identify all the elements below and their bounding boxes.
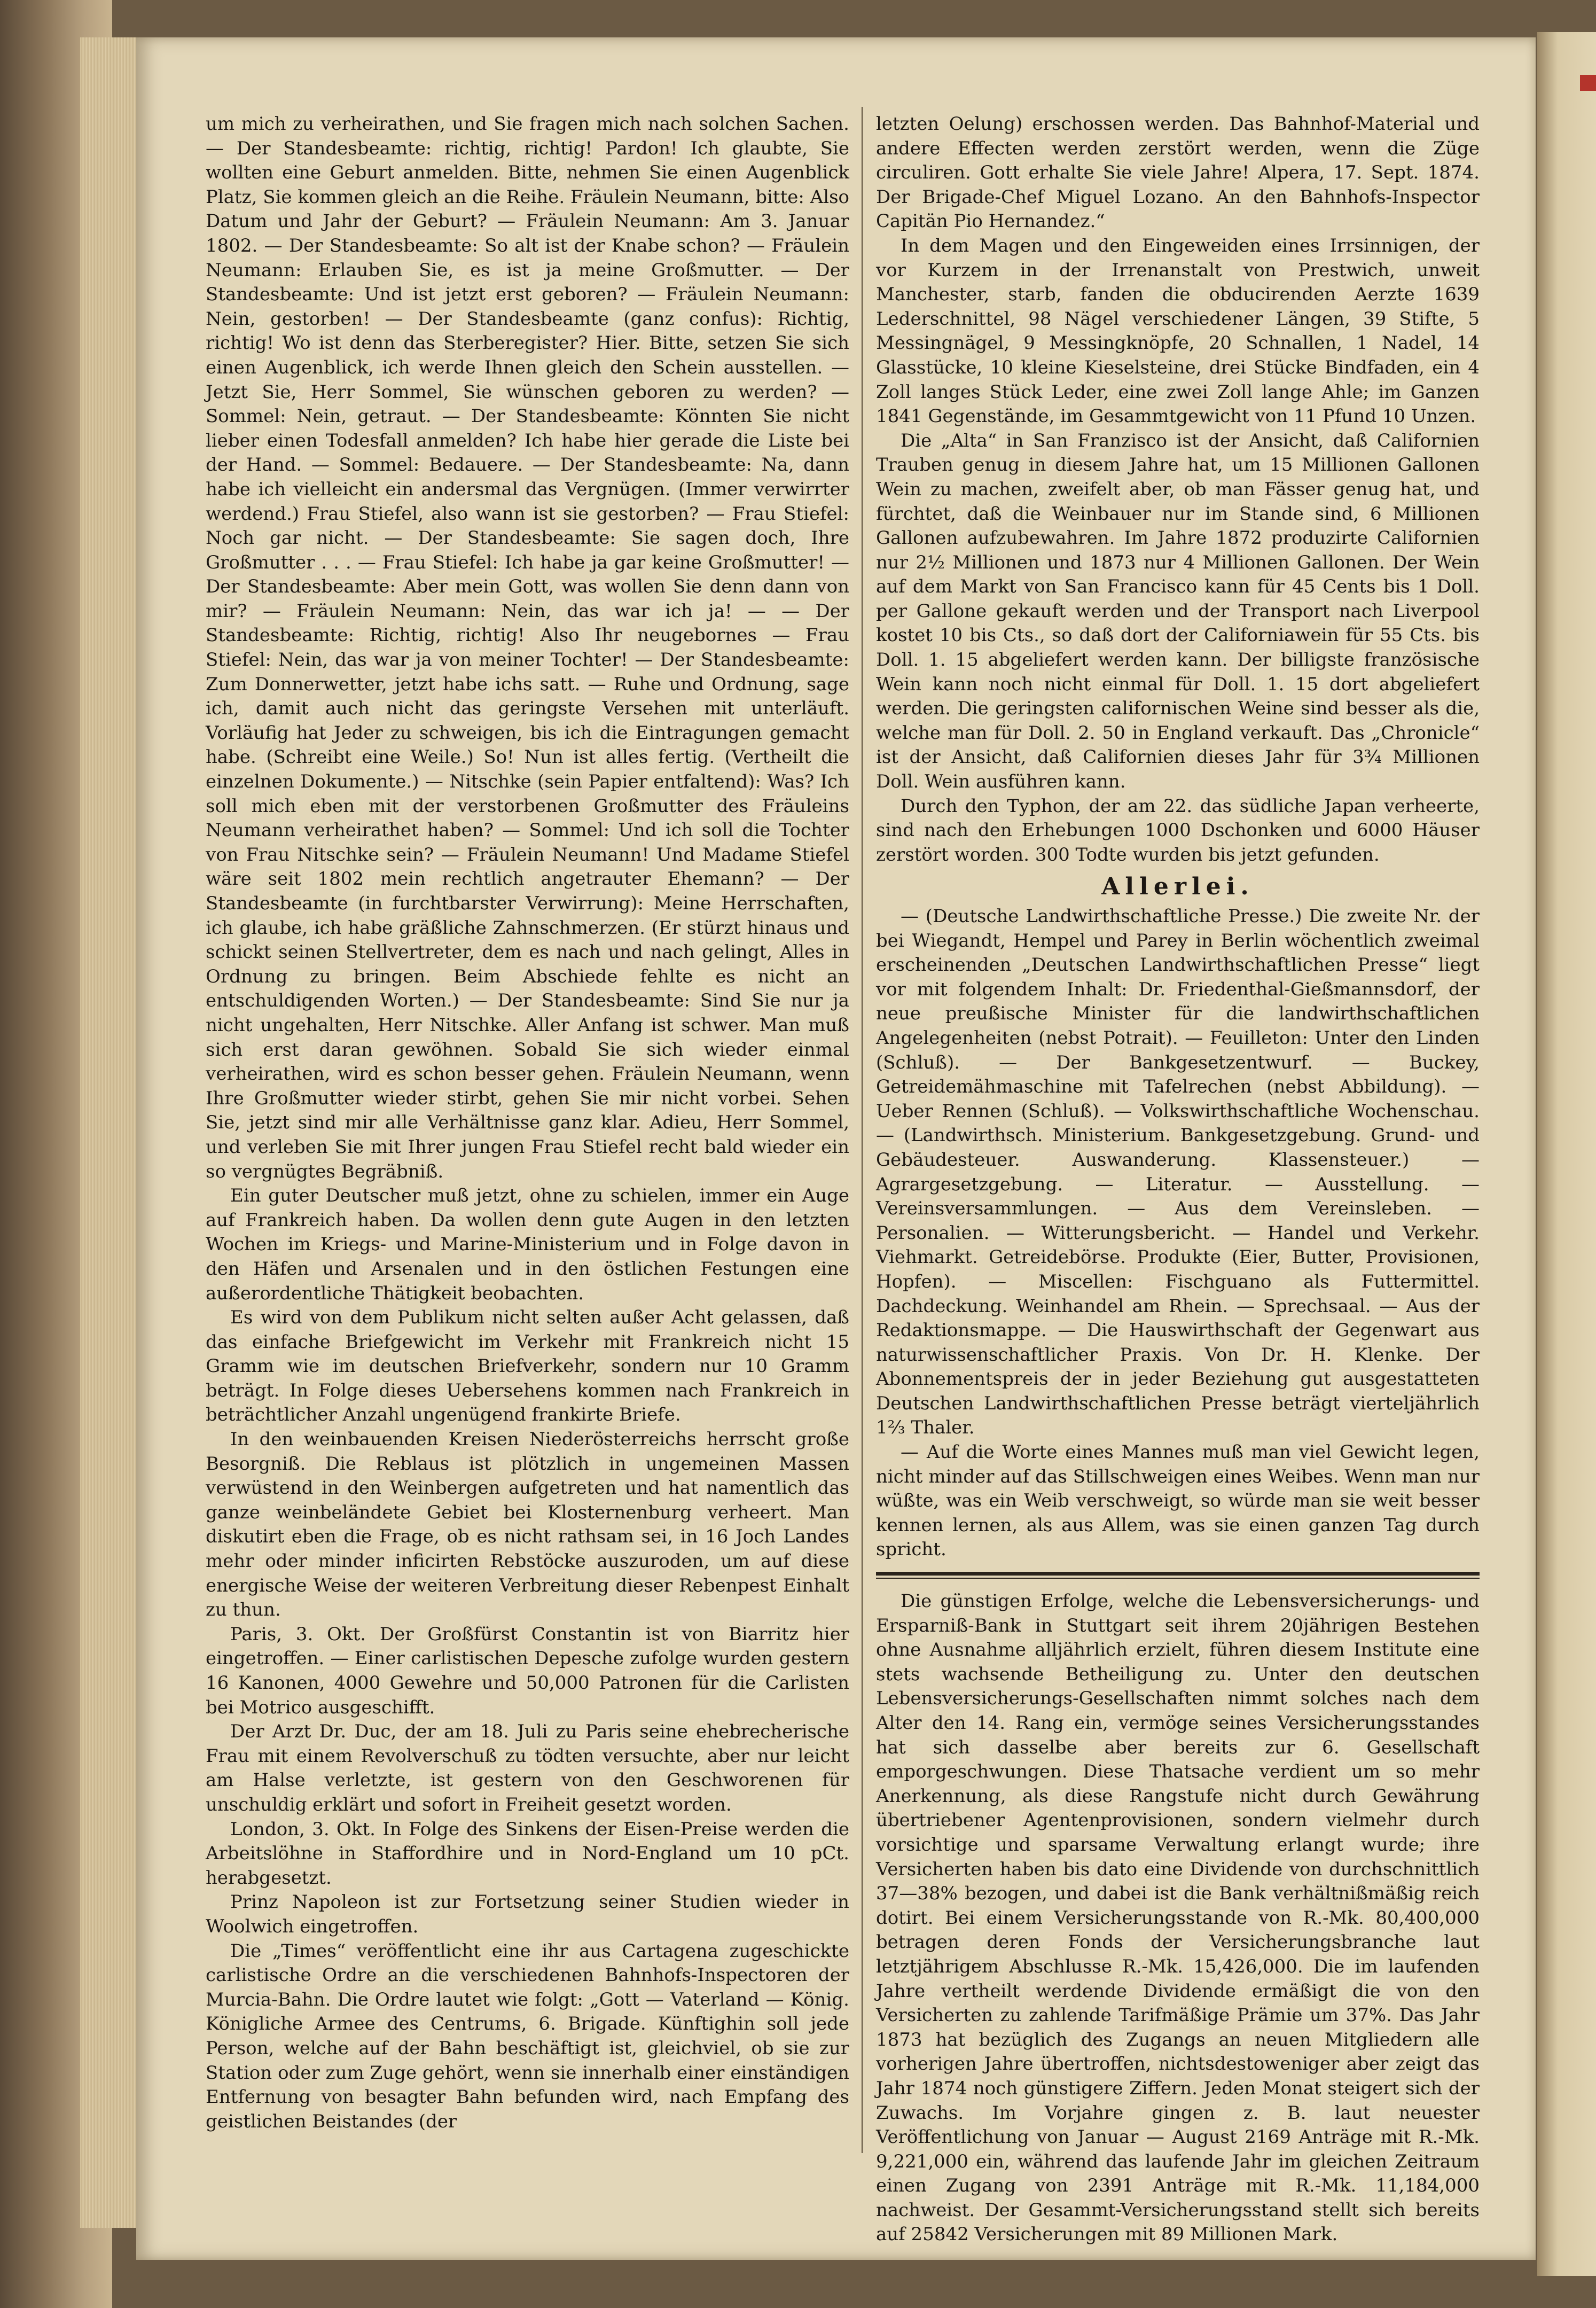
column-divider xyxy=(862,107,863,2153)
section-rule-thick xyxy=(876,1572,1480,1576)
article-prinz-napoleon: Prinz Napoleon ist zur Fortsetzung seiner Studien wieder in Woolwich eingetroffen. xyxy=(206,1891,849,1937)
red-bookmark-tab xyxy=(1580,75,1596,91)
article-frankreich: Ein guter Deutscher muß jetzt, ohne zu schielen, immer ein Auge auf Frankreich haben. Da wollen denn gute Augen in den letzten Wochen im Kriegs- und Marine-Ministerium und in Folge davon in den Häfen und Arsenalen und in den östlichen Festungen eine außerordentliche Thätigkeit beobachten. xyxy=(206,1185,849,1304)
article-paris: Paris, 3. Okt. Der Großfürst Constantin ist von Biarritz hier eingetroffen. — Einer carlistischen Depesche zufolge wurden gestern 16 Kanonen, 4000 Gewehre und 50,000 Patronen für die Carlisten bei Motrico ausgeschifft. xyxy=(206,1623,849,1718)
article-typhon: Durch den Typhon, der am 22. das südliche Japan verheerte, sind nach den Erhebungen 1000 Dschonken und 6000 Häuser zerstört worden. 300 Todte wurden bis jetzt gefunden. xyxy=(876,795,1480,865)
article-irrsinniger: In dem Magen und den Eingeweiden eines Irrsinnigen, der vor Kurzem in der Irrenanstalt von Prestwich, unweit Manchester, starb, fanden die obducirenden Aerzte 1639 Lederschnittel, 98 Nägel verschiedener Längen, 39 Stifte, 5 Messingnägel, 9 Messingknöpfe, 20 Schnallen, 1 Nadel, 14 Glasstücke, 10 kleine Kieselsteine, drei Stücke Bindfaden, ein 4 Zoll langes Stück Leder, eine zwei Zoll lange Ahle; im Ganzen 1841 Gegenstände, im Gesammtgewicht von 11 Pfund 10 Unzen. xyxy=(876,235,1480,427)
article-worte-eines-mannes: — Auf die Worte eines Mannes muß man viel Gewicht legen, nicht minder auf das Stillschweigen eines Weibes. Wenn man nur wüßte, was ein Weib verschweigt, so würde man sie weit besser kennen lernen, als aus Allem, was sie einen ganzen Tag durch spricht. xyxy=(876,1441,1480,1561)
article-dr-duc: Der Arzt Dr. Duc, der am 18. Juli zu Paris seine ehebrecherische Frau mit einem Revolverschuß zu tödten versuchte, aber nur leicht am Halse verletzte, ist gestern von den Geschworenen für unschuldig erklärt und sofort in Freiheit gesetzt worden. xyxy=(206,1721,849,1815)
article-landwirthschaftliche-presse: — (Deutsche Landwirthschaftliche Presse.) Die zweite Nr. der bei Wiegandt, Hempel und Parey in Berlin wöchentlich zweimal erscheinenden „Deutschen Landwirthschaftlichen Presse“ liegt vor mit folgendem Inhalt: Dr. Friedenthal-Gießmannsdorf, der neue preußische Minister für die landwirthschaftlichen Angelegenheiten (nebst Potrait). — Feuilleton: Unter den Linden (Schluß). — Der Bankgesetzentwurf. — Buckey, Getreidemähmaschine mit Tafelrechen (nebst Abbildung). — Ueber Rennen (Schluß). — Volkswirthschaftliche Wochenschau. — (Landwirthsch. Ministerium. Bankgesetzgebung. Grund- und Gebäudesteuer. Auswanderung. Klassensteuer.) — Agrargesetzgebung. — Literatur. — Ausstellung. — Vereinsversammlungen. — Aus dem Vereinsleben. — Personalien. — Witterungsbericht. — Handel und Verkehr. Viehmarkt. Getreidebörse. Produkte (Eier, Butter, Provisionen, Hopfen). — Miscellen: Fischguano als Futtermittel. Dachdeckung. Weinhandel am Rhein. — Sprechsaal. — Aus der Redaktionsmappe. — Die Hauswirthschaft der Gegenwart aus naturwissenschaftlicher Praxis. Von Dr. H. Klenke. Der Abonnementspreis der in jeder Beziehung gut ausgestatteten Deutschen Landwirthschaftlichen Presse beträgt vierteljährlich 1⅔ Thaler. xyxy=(876,906,1480,1439)
right-column xyxy=(876,112,1480,2247)
section-heading-allerlei: Allerlei. xyxy=(1101,873,1254,901)
article-standesamt-cont: um mich zu verheirathen, und Sie fragen mich nach solchen Sachen. — Der Standesbeamte: richtig, richtig! Pardon! Ich glaubte, Sie wollten eine Geburt anmelden. Bitte, nehmen Sie einen Augenblick Platz, Sie kommen gleich an die Reihe. Fräulein Neumann, bitte: Also Datum und Jahr der Geburt? — Fräulein Neumann: Am 3. Januar 1802. — Der Standesbeamte: So alt ist der Knabe schon? — Fräulein Neumann: Erlauben Sie, es ist ja meine Großmutter. — Der Standesbeamte: Und ist jetzt erst geboren? — Fräulein Neumann: Nein, gestorben! — Der Standesbeamte (ganz confus): Richtig, richtig! Wo ist denn das Sterberegister? Hier. Bitte, setzen Sie sich einen Augenblick, ich werde Ihnen gleich den Schein ausstellen. — Jetzt Sie, Herr Sommel, Sie wünschen geboren zu werden? — Sommel: Nein, getraut. — Der Standesbeamte: Könnten Sie nicht lieber einen Todesfall anmelden? Ich habe hier gerade die Liste bei der Hand. — Sommel: Bedauere. — Der Standesbeamte: Na, dann habe ich vielleicht ein andersmal das Vergnügen. (Immer verwirrter werdend.) Frau Stiefel, also wann ist sie gestorben? — Frau Stiefel: Noch gar nicht. — Der Standesbeamte: Sie sagen doch, Ihre Großmutter . . . — Frau Stiefel: Ich habe ja gar keine Großmutter! — Der Standesbeamte: Aber mein Gott, was wollen Sie denn dann von mir? — Fräulein Neumann: Nein, das war ich ja! — — Der Standesbeamte: Richtig, richtig! Also Ihr neugebornes — Frau Stiefel: Nein, das war ja von meiner Tochter! — Der Standesbeamte: Zum Donnerwetter, jetzt habe ichs satt. — Ruhe und Ordnung, sage ich, damit auch nicht das geringste Versehen mit unterläuft. Vorläufig hat Jeder zu schweigen, bis ich die Eintragungen gemacht habe. (Schreibt eine Weile.) So! Nun ist alles fertig. (Vertheilt die einzelnen Dokumente.) — Nitschke (sein Papier entfaltend): Was? Ich soll mich eben mit der verstorbenen Großmutter des Fräuleins Neumann verheirathet haben? — Sommel: Und ich soll die Tochter von Frau Nitschke sein? — Fräulein Neumann! Und Madame Stiefel wäre seit 1802 mein rechtlich angetrauter Ehemann? — Der Standesbeamte (in furchtbarster Verwirrung): Meine Herrschaften, ich glaube, ich habe gräßliche Zahnschmerzen. (Er stürzt hinaus und schickt seinen Stellvertreter, dem es nach und nach gelingt, Alles in Ordnung zu bringen. Beim Abschiede fehlte es nicht an entschuldigenden Worten.) — Der Standesbeamte: Sind Sie nur ja nicht ungehalten, Herr Nitschke. Aller Anfang ist schwer. Man muß sich erst daran gewöhnen. Sobald Sie sich wieder einmal verheirathen, wird es schon besser gehen. Fräulein Neumann, wenn Ihre Großmutter wieder stirbt, gehen Sie mir nicht vorbei. Sehen Sie, jetzt sind mir alle Verhältnisse ganz klar. Adieu, Herr Sommel, und verleben Sie mit Ihrer jungen Frau Stiefel recht bald wieder ein so vergnügtes Begräbniß. xyxy=(206,113,849,1182)
article-ordre-cont: letzten Oelung) erschossen werden. Das Bahnhof-Material und andere Effecten werden zerstört werden, wenn die Züge circuliren. Gott erhalte Sie viele Jahre! Alpera, 17. Sept. 1874. Der Brigade-Chef Miguel Lozano. An den Bahnhofs-Inspector Capitän Pio Hernandez.“ xyxy=(876,113,1480,232)
article-london: London, 3. Okt. In Folge des Sinkens der Eisen-Preise werden die Arbeitslöhne in Staffordhire und in Nord-England um 10 pCt. herabgesetzt. xyxy=(206,1818,849,1889)
article-times-ordre: Die „Times“ veröffentlicht eine ihr aus Cartagena zugeschickte carlistische Ordre an die verschiedenen Bahnhofs-Inspectoren der Murcia-Bahn. Die Ordre lautet wie folgt: „Gott — Vaterland — König. Königliche Armee des Centrums, 6. Brigade. Künftighin soll jede Person, welche auf der Bahn beschäftigt ist, gleichviel, ob sie zur Station oder zum Zuge gehört, wenn sie innerhalb einer einständigen Entfernung von besagter Bahn befunden wird, nach Empfang des geistlichen Beistandes (der xyxy=(206,1940,849,2132)
article-californien-wein: Die „Alta“ in San Franzisco ist der Ansicht, daß Californien Trauben genug in diesem Jahre hat, um 15 Millionen Gallonen Wein zu machen, zweifelt aber, ob man Fässer genug hat, und fürchtet, daß die Weinbauer nur im Stande sind, 6 Millionen Gallonen aufzubewahren. Im Jahre 1872 produzirte Californien nur 2½ Millionen und 1873 nur 4 Millionen Gallonen. Der Wein auf dem Markt von San Francisco kann für 45 Cents bis 1 Doll. per Gallone gekauft werden und der Transport nach Liverpool kostet 10 bis Cts., so daß dort der Californiawein für 55 Cts. bis Doll. 1. 15 abgeliefert werden kann. Der billigste französische Wein kann noch nicht einmal für Doll. 1. 15 dort abgeliefert werden. Die geringsten californischen Weine sind besser als die, welche man für Doll. 2. 50 in England verkauft. Das „Chronicle“ ist der Ansicht, daß Californien dieses Jahr für 3¾ Millionen Doll. Wein ausführen kann. xyxy=(876,430,1480,793)
left-column xyxy=(206,112,849,2134)
page-stack-edges xyxy=(80,37,144,2228)
article-briefgewicht: Es wird von dem Publikum nicht selten außer Acht gelassen, daß das einfache Briefgewicht im Verkehr mit Frankreich nicht 15 Gramm wie im deutschen Briefverkehr, sondern nur 10 Gramm beträgt. In Folge dieses Uebersehens kommen nach Frankreich in beträchtlicher Anzahl ungenügend frankirte Briefe. xyxy=(206,1307,849,1426)
facing-page-edge xyxy=(1537,32,1596,2276)
article-lebensversicherung: Die günstigen Erfolge, welche die Lebensversicherungs- und Ersparniß-Bank in Stuttgart seit ihrem 20jährigen Bestehen ohne Ausnahme alljährlich erzielt, führen diesem Institute eine stets wachsende Betheiligung zu. Unter den deutschen Lebensversicherungs-Gesellschaften nimmt solches nach dem Alter den 14. Rang ein, vermöge seines Versicherungsstandes hat sich dasselbe aber bereits zur 6. Gesellschaft emporgeschwungen. Diese Thatsache verdient um so mehr Anerkennung, als diese Rangstufe nicht durch Gewährung übertriebener Agentenprovisionen, sondern vielmehr durch vorsichtige und sparsame Verwaltung erlangt wurde; ihre Versicherten haben bis dato eine Dividende von durchschnittlich 37—38% bezogen, und dabei ist die Bank verhältnißmäßig reich dotirt. Bei einem Versicherungsstande von R.-Mk. 80,400,000 betragen deren Fonds der Versicherungsbranche laut letztjährigem Abschlusse R.-Mk. 15,426,000. Die im laufenden Jahre vertheilt werdende Dividende ermäßigt die von den Versicherten zu zahlende Tarifmäßige Prämie um 37%. Das Jahr 1873 hat bezüglich des Zugangs an neuen Mitgliedern alle vorherigen Jahre übertroffen, nichtsdestoweniger aber zeigt das Jahr 1874 noch günstigere Ziffern. Jeden Monat steigert sich der Zuwachs. Im Vorjahre gingen z. B. laut neuester Veröffentlichung von Januar — August 2169 Anträge mit R.-Mk. 9,221,000 ein, während das laufende Jahr im gleichen Zeitraum einen Zugang von 2391 Anträge mit R.-Mk. 11,184,000 nachweist. Der Gesammt-Versicherungsstand stellt sich bereits auf 25842 Versicherungen mit 89 Millionen Mark. xyxy=(876,1590,1480,2245)
article-reblaus: In den weinbauenden Kreisen Niederösterreichs herrscht große Besorgniß. Die Reblaus ist plötzlich in ungemeinen Massen verwüstend in den Weinbergen aufgetreten und hat namentlich das ganze weinbeländete Gebiet bei Klosternenburg verheert. Man diskutirt eben die Frage, ob es nicht rathsam sei, in 16 Joch Landes mehr oder minder inficirten Rebstöcke auszuroden, um auf diese energische Weise der weiteren Verbreitung dieser Rebenpest Einhalt zu thun. xyxy=(206,1429,849,1621)
section-rule-thin xyxy=(876,1578,1480,1579)
